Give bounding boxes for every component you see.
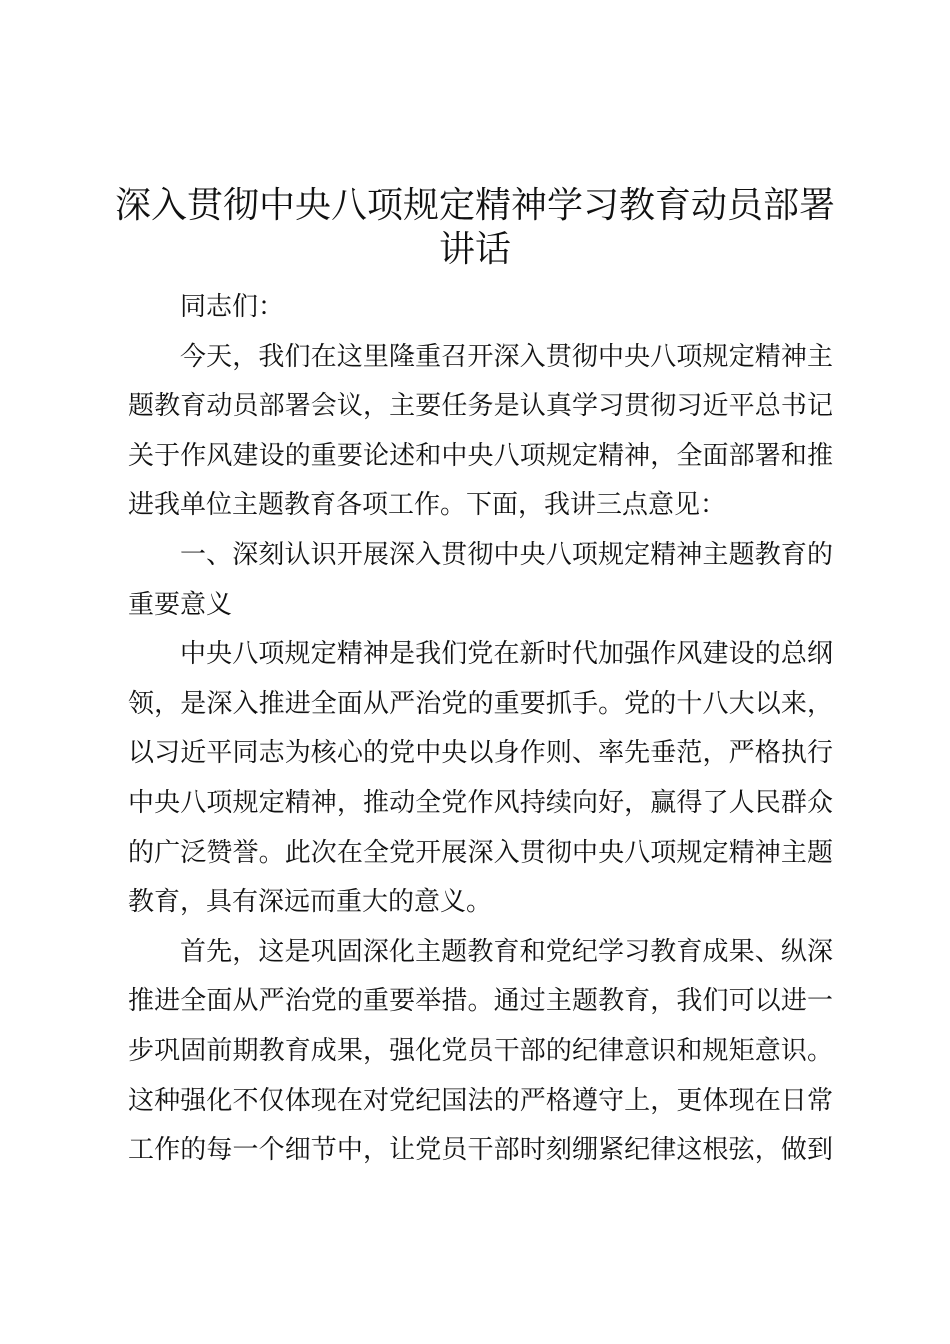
text-line: 工作的每一个细节中，让党员干部时刻绷紧纪律这根弦，做到 bbox=[128, 1135, 833, 1166]
text-line: 首先，这是巩固深化主题教育和党纪学习教育成果、纵深 bbox=[180, 936, 833, 967]
document-body bbox=[128, 283, 833, 1176]
text-line: 以习近平同志为核心的党中央以身作则、率先垂范，严格执行 bbox=[128, 738, 833, 769]
section-heading-1 bbox=[128, 531, 833, 630]
document-title bbox=[110, 184, 840, 272]
text-line: 进我单位主题教育各项工作。下面，我讲三点意见： bbox=[128, 490, 727, 521]
paragraph-first-point bbox=[128, 928, 833, 1176]
text-line: 中央八项规定精神是我们党在新时代加强作风建设的总纲 bbox=[180, 639, 833, 670]
text-line: 推进全面从严治党的重要举措。通过主题教育，我们可以进一 bbox=[128, 986, 833, 1017]
text-line: 今天，我们在这里隆重召开深入贯彻中央八项规定精神主 bbox=[180, 341, 833, 372]
text-line: 重要意义 bbox=[128, 589, 233, 620]
text-line: 题教育动员部署会议，主要任务是认真学习贯彻习近平总书记 bbox=[128, 391, 833, 422]
title-line-2: 讲话 bbox=[438, 229, 511, 270]
text-line: 教育，具有深远而重大的意义。 bbox=[128, 887, 493, 918]
text-line: 领，是深入推进全面从严治党的重要抓手。党的十八大以来， bbox=[128, 688, 833, 719]
text-line: 的广泛赞誉。此次在全党开展深入贯彻中央八项规定精神主题 bbox=[128, 837, 833, 868]
text-line: 同志们： bbox=[180, 292, 285, 322]
salutation bbox=[128, 283, 833, 333]
text-line: 一、深刻认识开展深入贯彻中央八项规定精神主题教育的 bbox=[180, 539, 833, 570]
title-line-1: 深入贯彻中央八项规定精神学习教育动员部署 bbox=[114, 185, 835, 226]
text-line: 步巩固前期教育成果，强化党员干部的纪律意识和规矩意识。 bbox=[128, 1035, 833, 1066]
text-line: 关于作风建设的重要论述和中央八项规定精神，全面部署和推 bbox=[128, 440, 833, 471]
text-line: 这种强化不仅体现在对党纪国法的严格遵守上，更体现在日常 bbox=[128, 1085, 833, 1116]
paragraph-intro bbox=[128, 333, 833, 531]
paragraph-significance bbox=[128, 630, 833, 928]
text-line: 中央八项规定精神，推动全党作风持续向好，赢得了人民群众 bbox=[128, 787, 833, 818]
